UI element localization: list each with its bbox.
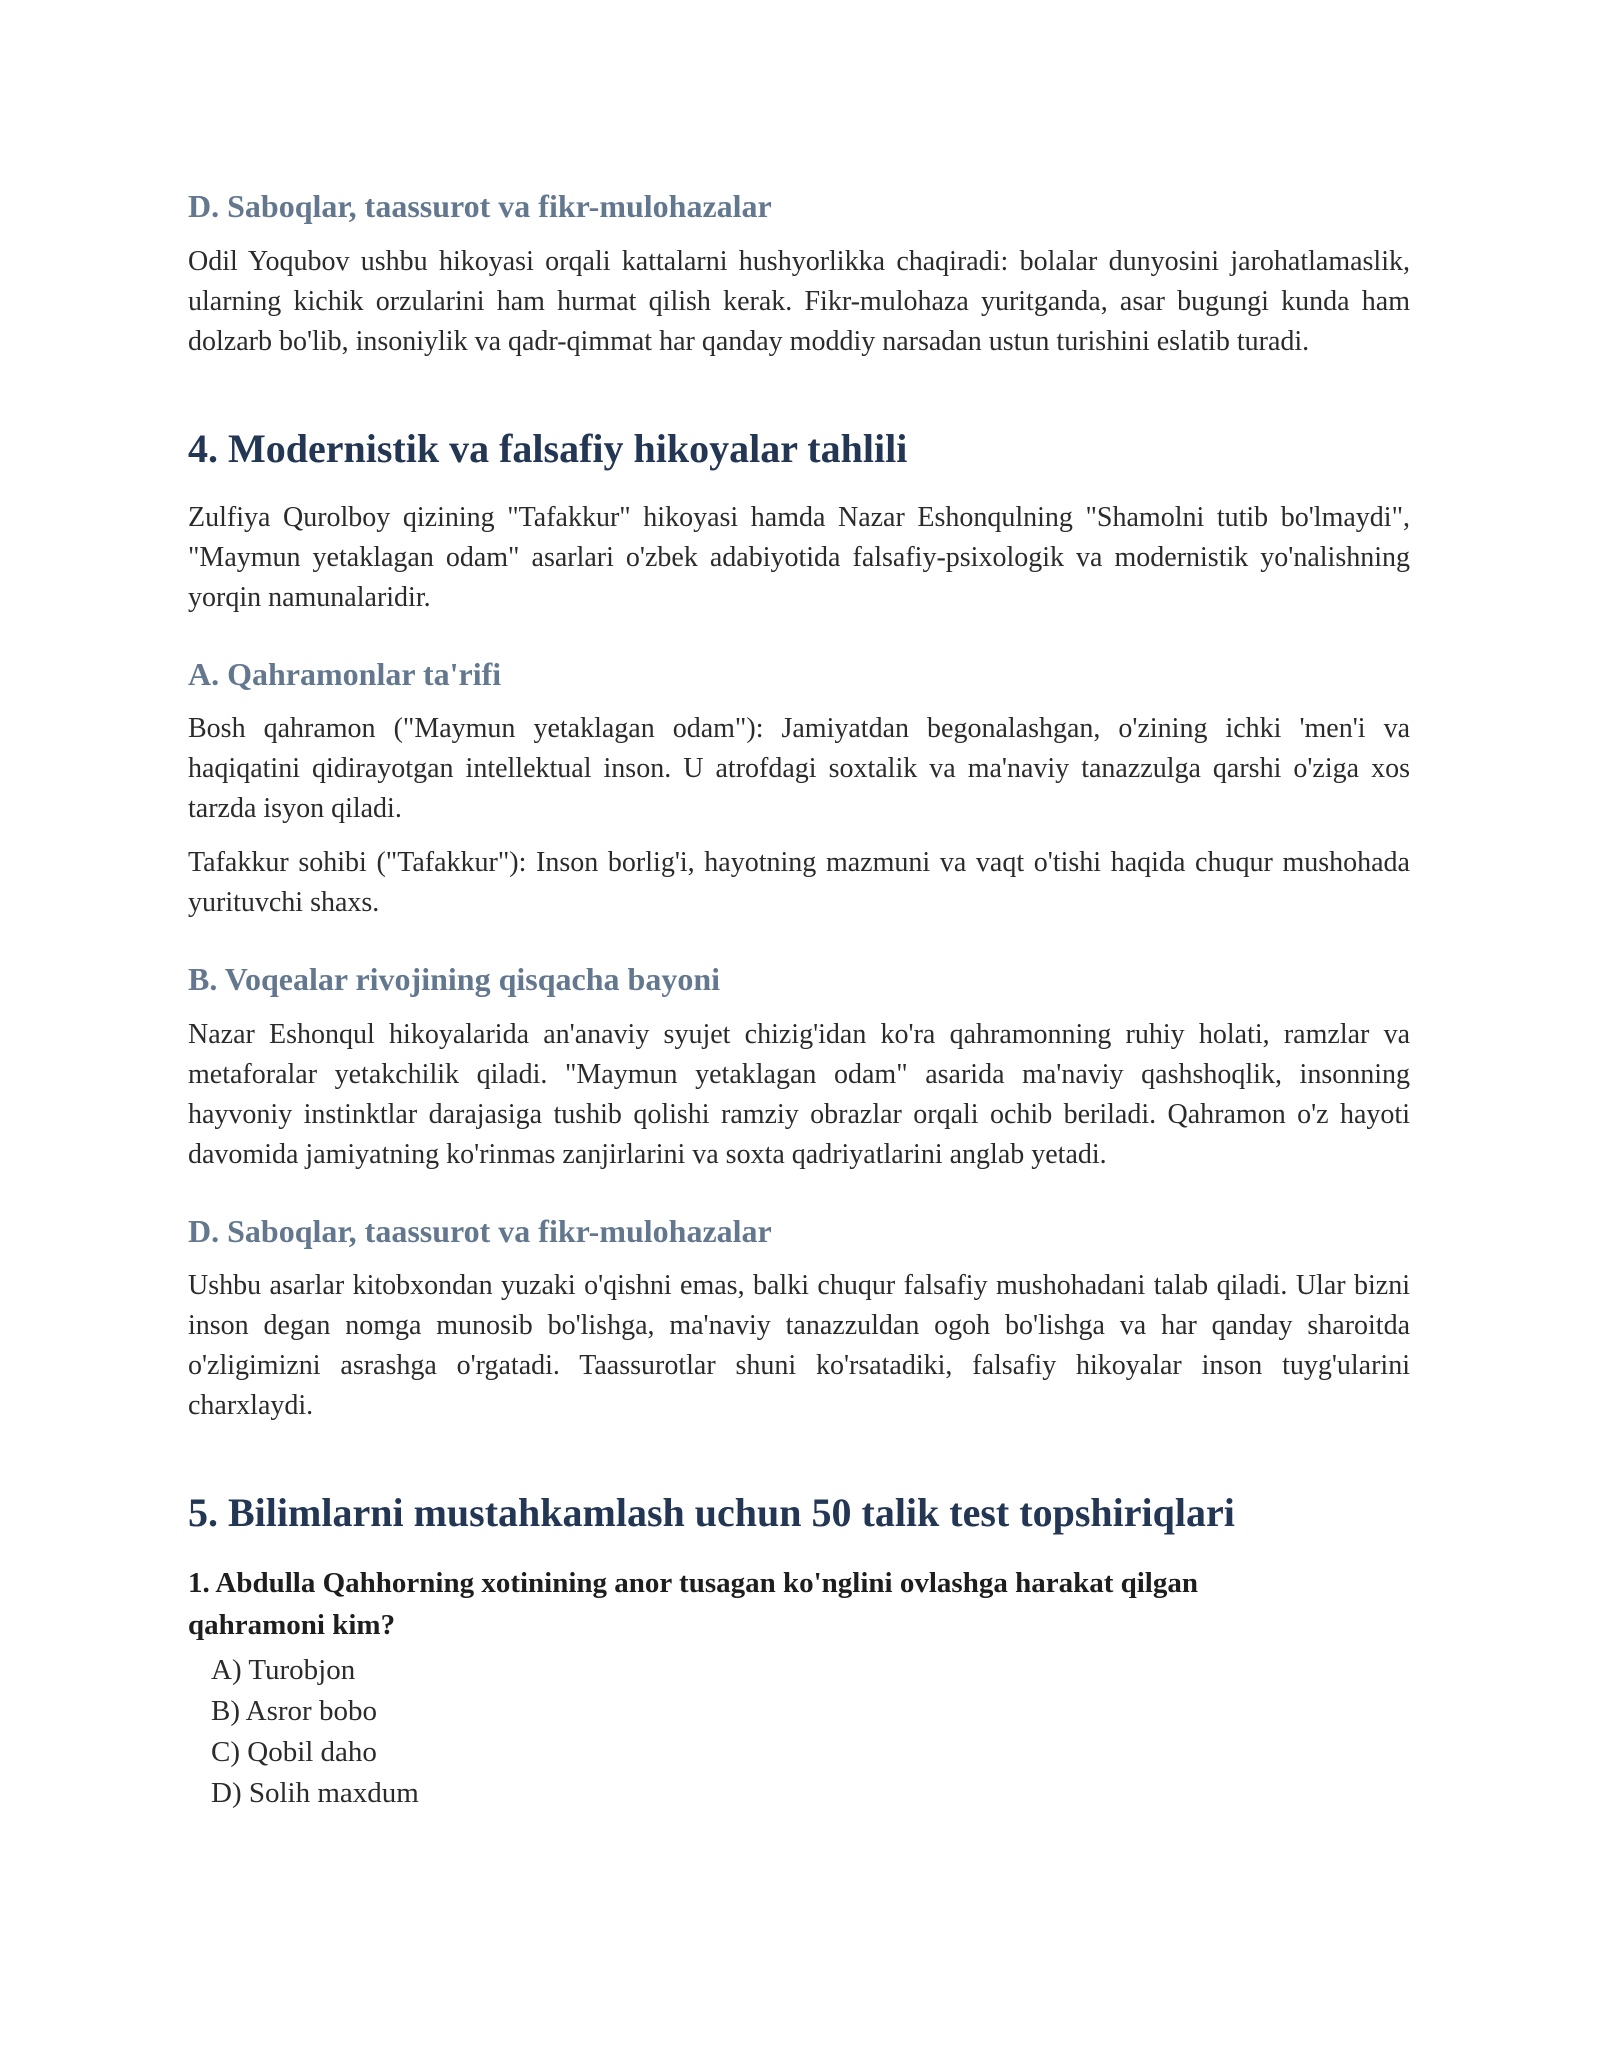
section-heading-characters: A. Qahramonlar ta'rifi bbox=[188, 655, 502, 692]
paragraph-lessons: Odil Yoqubov ushbu hikoyasi orqali kattalarni hushyorlikka chaqiradi: bolalar dunyosini jarohatlamaslik, ularning kichik orzularini ham hurmat qilish kerak. Fikr-mulohaza yuritganda, asar bugungi kunda ham dolzarb bo'lib, insoniylik va qadr-qimmat har qanday moddiy narsadan ustun turishini eslatib turadi. bbox=[188, 245, 1410, 357]
section-heading-lessons-2: D. Saboqlar, taassurot va fikr-mulohazalar bbox=[188, 1212, 772, 1249]
test-question bbox=[188, 1562, 1410, 1814]
paragraph-thinker: Tafakkur sohibi ("Tafakkur"): Inson borlig'i, hayotning mazmuni va vaqt o'tishi haqida chuqur mushohada yurituvchi shaxs. bbox=[188, 847, 1410, 919]
section-title-modernist: 4. Modernistik va falsafiy hikoyalar tahlili bbox=[188, 425, 908, 471]
paragraph-intro: Zulfiya Qurolboy qizining "Tafakkur" hikoyasi hamda Nazar Eshonqulning "Shamolni tutib bo'lmaydi", "Maymun yetaklagan odam" asarlari o'zbek adabiyotida falsafiy-psixologik va modernistik yo'nalishning yorqin namunalaridir. bbox=[188, 501, 1410, 613]
document-page bbox=[188, 186, 1410, 1814]
section-title-tests: 5. Bilimlarni mustahkamlash uchun 50 talik test topshiriqlari bbox=[188, 1490, 1235, 1536]
answer-option-c: C) Qobil daho bbox=[211, 1736, 377, 1769]
paragraph-plot: Nazar Eshonqul hikoyalarida an'anaviy syujet chizig'idan ko'ra qahramonning ruhiy holati, ramzlar va metaforalar yetakchilik qiladi. "Maymun yetaklagan odam" asarida ma'naviy qashshoqlik, insonning hayvoniy instinktlar darajasiga tushib qolishi ramziy obrazlar orqali ochib beriladi. Qahramon o'z hayoti davomida jamiyatning ko'rinmas zanjirlarini va soxta qadriyatlarini anglab yetadi. bbox=[188, 1018, 1410, 1170]
paragraph-lessons-2: Ushbu asarlar kitobxondan yuzaki o'qishni emas, balki chuqur falsafiy mushohadani talab qiladi. Ular bizni inson degan nomga munosib bo'lishga, ma'naviy tanazzuldan ogoh bo'lishga va har qanday sharoitda o'zligimizni asrashga o'rgatadi. Taassurotlar shuni ko'rsatadiki, falsafiy hikoyalar inson tuyg'ularini charxlaydi. bbox=[188, 1270, 1410, 1422]
section-heading-plot: B. Voqealar rivojining qisqacha bayoni bbox=[188, 961, 720, 998]
question-text: 1. Abdulla Qahhorning xotinining anor tusagan ko'nglini ovlashga harakat qilgan qahramoni kim? bbox=[188, 1567, 1198, 1642]
answer-option-b: B) Asror bobo bbox=[211, 1695, 377, 1728]
paragraph-main-character: Bosh qahramon ("Maymun yetaklagan odam"): Jamiyatdan begonalashgan, o'zining ichki 'men'i va haqiqatini qidirayotgan intellektual inson. U atrofdagi soxtalik va ma'naviy tanazzulga qarshi o'ziga xos tarzda isyon qiladi. bbox=[188, 713, 1410, 825]
section-heading-lessons: D. Saboqlar, taassurot va fikr-mulohazalar bbox=[188, 188, 772, 224]
answer-option-a: A) Turobjon bbox=[211, 1654, 356, 1687]
answer-option-d: D) Solih maxdum bbox=[211, 1777, 419, 1810]
